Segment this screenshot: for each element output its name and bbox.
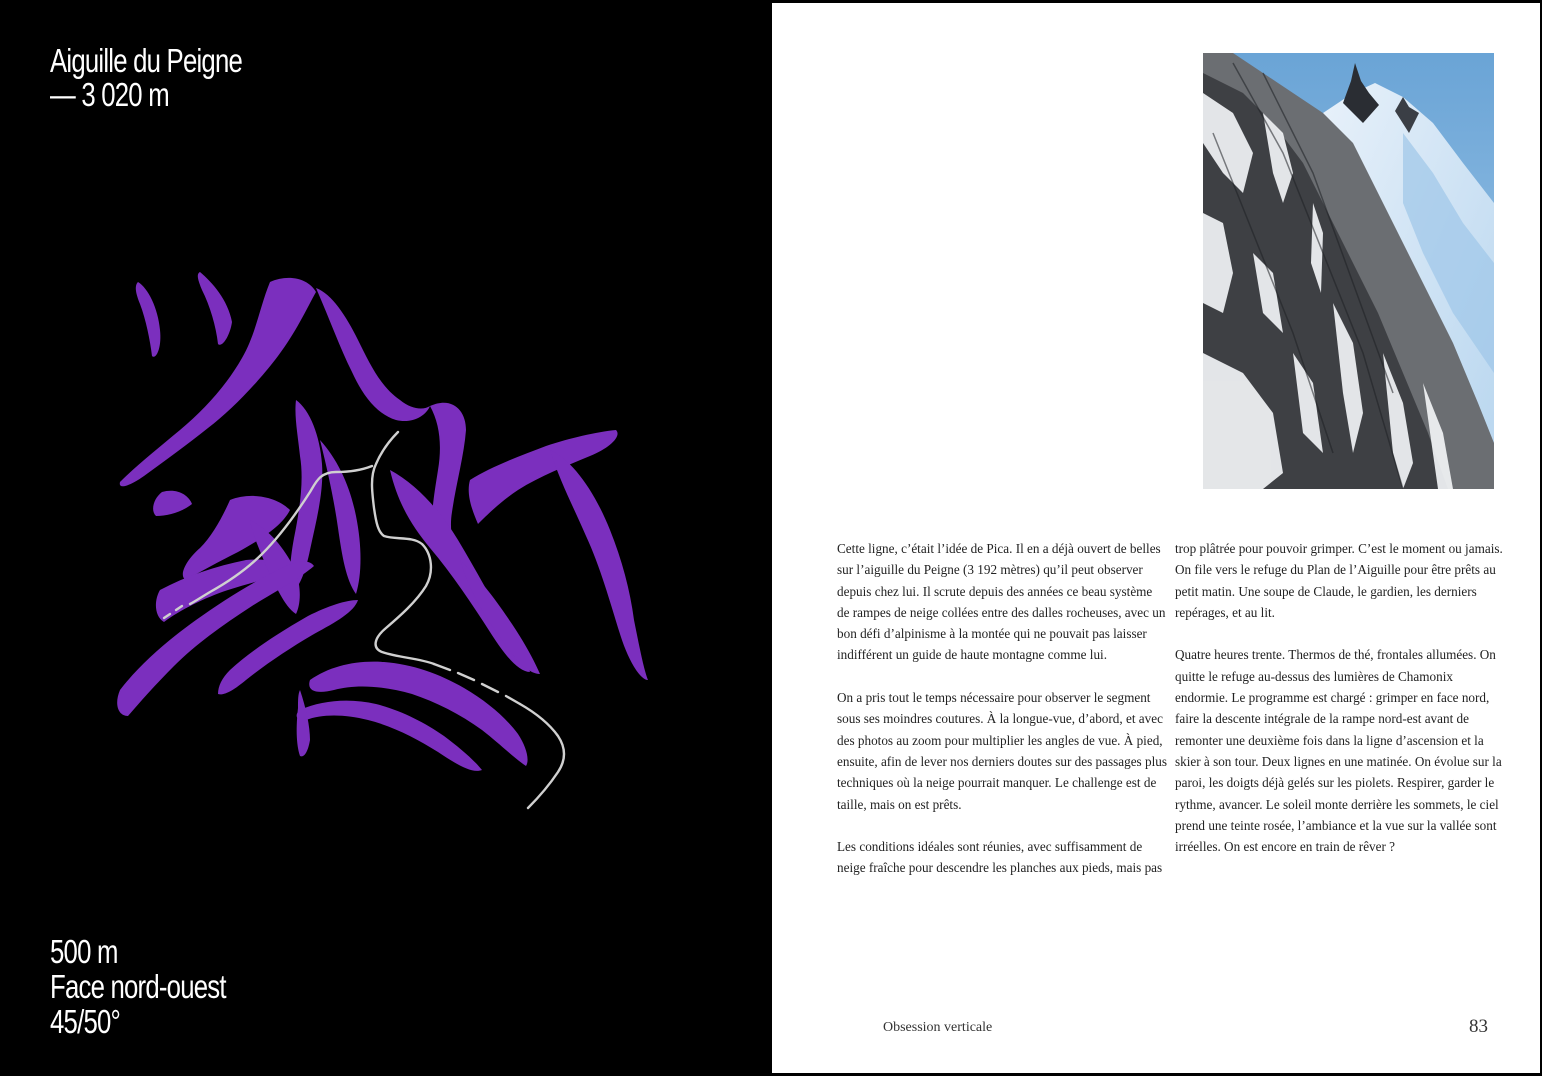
page-number: 83 (1469, 1016, 1488, 1037)
running-title: Obsession verticale (883, 1020, 993, 1035)
peak-name: Aiguille du Peigne (50, 42, 243, 79)
paragraph: Cette ligne, c’était l’idée de Pica. Il en a déjà ouvert de belles sur l’aiguille du Peigne (3 192 mètres) qu’il peut observer depuis chez lui. Il scrute depuis des années ce beau système de rampes de neige collées entre des dalles rocheuses, avec un bon défi d’alpinisme à la montée qui ne pouvait pas laisser indifférent un guide de haute montagne comme lui. (837, 541, 1166, 663)
route-stats (50, 934, 226, 1039)
paragraph: Les conditions idéales sont réunies, avec suffisamment de neige fraîche pour descendre les planches aux pieds, mais pas (837, 839, 1163, 876)
text-column-1 (837, 538, 1167, 900)
right-page (772, 3, 1540, 1073)
left-page (0, 0, 770, 1076)
mountain-photo (1203, 53, 1494, 489)
paragraph: Quatre heures trente. Thermos de thé, frontales allumées. On quitte le refuge au-dessus des lumières de Chamonix endormie. Le programme est chargé : grimper en face nord, faire la descente intégrale de la rampe nord-est avant de remonter une deuxième fois dans la ligne d’ascension et la skier à son tour. Deux lignes en une matinée. On évolue sur la paroi, les doigts déjà gelés sur les piolets. Respirer, garder le rythme, avancer. Le soleil monte derrière les sommets, le ciel prend une teinte rosée, l’ambiance et la vue sur la vallée sont irréelles. On est encore en train de rêver ? (1175, 647, 1502, 855)
peak-title (50, 44, 242, 112)
paragraph: trop plâtrée pour pouvoir grimper. C’est le moment ou jamais. On file vers le refuge du Plan de l’Aiguille pour être prêts au petit matin. Une soupe de Claude, le gardien, les derniers repérages, et au lit. (1175, 541, 1503, 620)
route-map-illustration (100, 260, 670, 830)
paragraph: On a pris tout le temps nécessaire pour observer le segment sous ses moindres coutures. À la longue-vue, d’abord, et avec des photos au zoom pour multiplier les angles de vue. À pied, ensuite, afin de lever nos derniers doutes sur des passages plus techniques où la neige pourrait manquer. Le challenge est de taille, mais on est prêts. (837, 690, 1167, 812)
peak-altitude: — 3 020 m (50, 76, 169, 113)
text-column-2 (1175, 538, 1505, 879)
snow-ramps (117, 272, 648, 771)
route-face: Face nord-ouest (50, 968, 226, 1005)
route-slope: 45/50° (50, 1003, 121, 1040)
route-height: 500 m (50, 933, 118, 970)
